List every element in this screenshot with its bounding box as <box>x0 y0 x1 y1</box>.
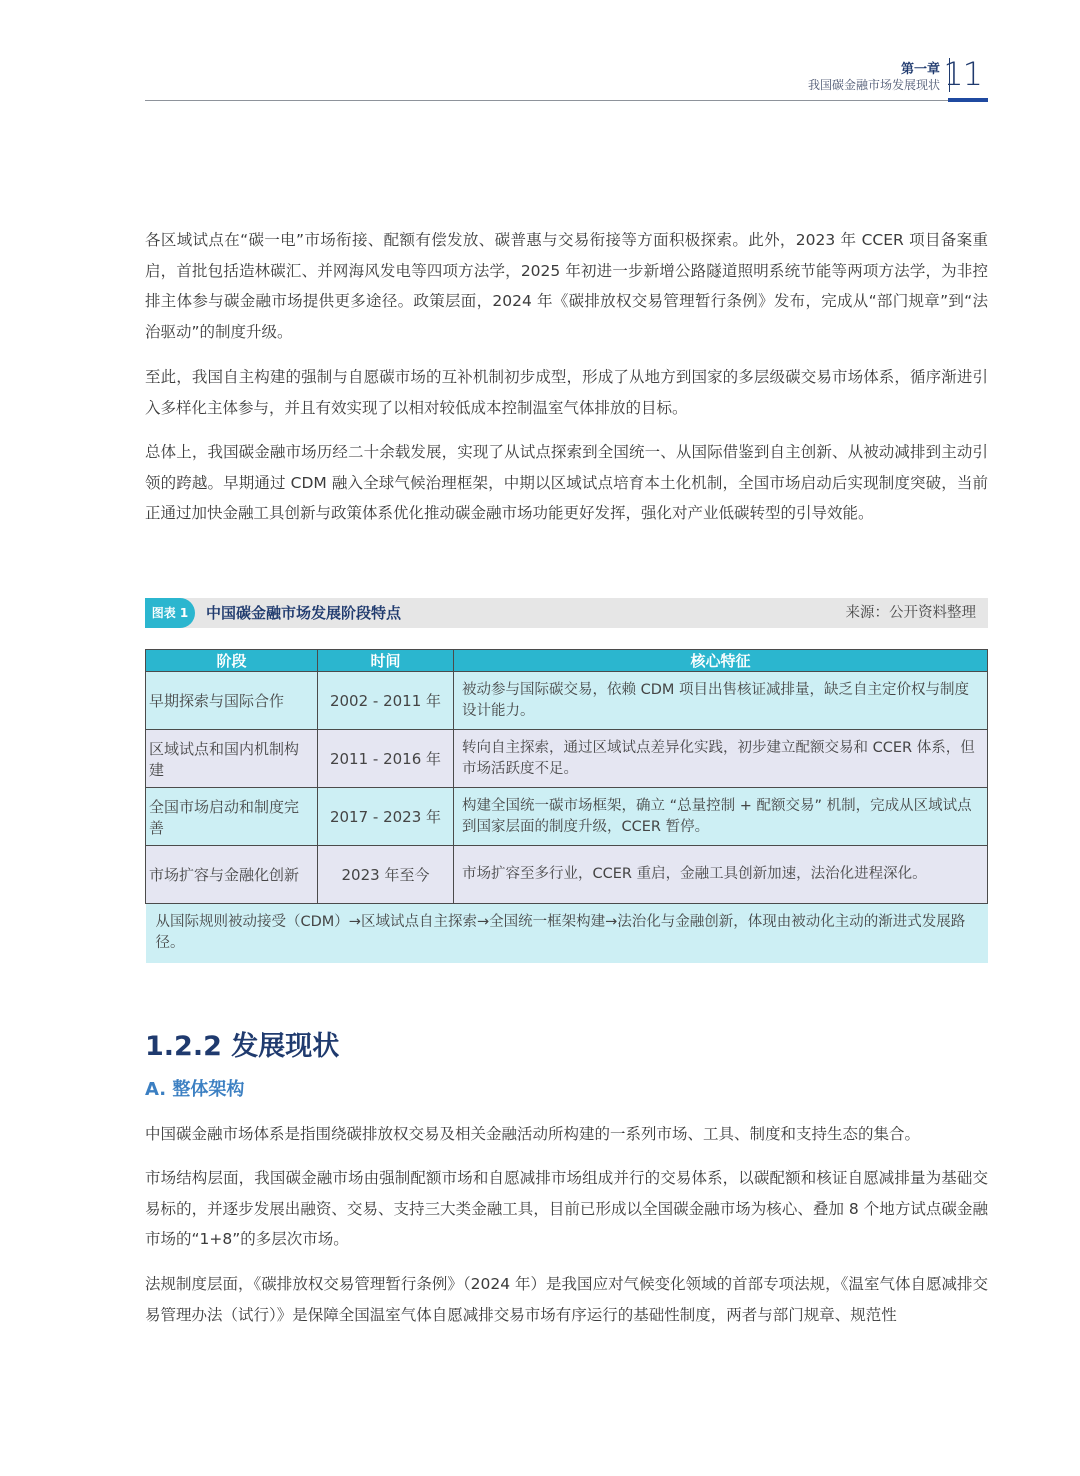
intro-paragraph-2: 至此，我国自主构建的强制与自愿碳市场的互补机制初步成型，形成了从地方到国家的多层级碳交易市场体系，循序渐进引入多样化主体参与，并且有效实现了以相对较低成本控制温室气体排放的目标。 <box>145 368 988 417</box>
feature-cell: 构建全国统一碳市场框架，确立 “总量控制 + 配额交易” 机制，完成从区域试点到国家层面的制度升级，CCER 暂停。 <box>454 788 988 846</box>
figure-source: 来源：公开资料整理 <box>845 605 976 621</box>
feature-cell: 被动参与国际碳交易，依赖 CDM 项目出售核证减排量，缺乏自主定价权与制度设计能力。 <box>454 672 988 730</box>
table-header-row <box>146 650 988 672</box>
table-row <box>146 672 988 730</box>
period-cell: 2002 - 2011 年 <box>318 672 454 730</box>
stages-table <box>145 649 988 963</box>
stage-cell: 早期探索与国际合作 <box>146 672 318 730</box>
figure-title-bar <box>145 598 988 628</box>
feature-cell: 市场扩容至多行业，CCER 重启，金融工具创新加速，法治化进程深化。 <box>454 846 988 904</box>
intro-paragraph-3: 总体上，我国碳金融市场历经二十余载发展，实现了从试点探索到全国统一、从国际借鉴到自主创新、从被动减排到主动引领的跨越。早期通过 CDM 融入全球气候治理框架，中期以区域试点培育本土化机制，全国市场启动后实现制度突破，当前正通过加快金融工具创新与政策体系优化推动碳金融市场功能更好发挥，强化对产业低碳转型的引导效能。 <box>145 443 988 522</box>
table-summary-row <box>146 904 988 964</box>
stage-cell: 区域试点和国内机制构建 <box>146 730 318 788</box>
table-row <box>146 846 988 904</box>
column-header-stage: 阶段 <box>146 650 318 672</box>
figure-title: 中国碳金融市场发展阶段特点 <box>206 604 402 622</box>
period-cell: 2023 年至今 <box>318 846 454 904</box>
stage-cell: 全国市场启动和制度完善 <box>146 788 318 846</box>
figure-badge: 图表 1 <box>145 598 195 628</box>
table-row <box>146 788 988 846</box>
header-accent-bar <box>948 98 988 102</box>
chapter-label: 第一章 <box>900 62 940 77</box>
body-paragraph-2: 市场结构层面，我国碳金融市场由强制配额市场和自愿减排市场组成并行的交易体系，以碳配额和核证自愿减排量为基础交易标的，并逐步发展出融资、交易、支持三大类金融工具，目前已形成以全国碳金融市场为核心、叠加 8 个地方试点碳金融市场的“1+8”的多层次市场。 <box>145 1169 988 1248</box>
subsection-title: A. 整体架构 <box>145 1079 245 1100</box>
table-row <box>146 730 988 788</box>
column-header-period: 时间 <box>318 650 454 672</box>
stage-cell: 市场扩容与金融化创新 <box>146 846 318 904</box>
column-header-feature: 核心特征 <box>454 650 988 672</box>
feature-cell: 转向自主探索，通过区域试点差异化实践，初步建立配额交易和 CCER 体系，但市场活跃度不足。 <box>454 730 988 788</box>
period-cell: 2017 - 2023 年 <box>318 788 454 846</box>
section-title: 1.2.2 发展现状 <box>145 1031 340 1062</box>
header-rule <box>145 100 988 101</box>
page-number: 11 <box>943 55 982 93</box>
page-header <box>145 54 988 102</box>
intro-paragraph-1: 各区域试点在“碳一电”市场衔接、配额有偿发放、碳普惠与交易衔接等方面积极探索。此外，2023 年 CCER 项目备案重启，首批包括造林碳汇、并网海风发电等四项方法学，2025 年初进一步新增公路隧道照明系统节能等两项方法学，为非控排主体参与碳金融市场提供更多途径。政策层面，2024 年《碳排放权交易管理暂行条例》发布，完成从“部门规章”到“法治驱动”的制度升级。 <box>145 231 988 341</box>
body-paragraph-3: 法规制度层面，《碳排放权交易管理暂行条例》（2024 年）是我国应对气候变化领域的首部专项法规，《温室气体自愿减排交易管理办法（试行）》是保障全国温室气体自愿减排交易市场有序运行的基础性制度，两者与部门规章、规范性 <box>145 1275 988 1324</box>
body-paragraph-1: 中国碳金融市场体系是指围绕碳排放权交易及相关金融活动所构建的一系列市场、工具、制度和支持生态的集合。 <box>145 1125 921 1143</box>
chapter-subtitle: 我国碳金融市场发展现状 <box>807 78 940 92</box>
table-summary: 从国际规则被动接受（CDM）→区域试点自主探索→全国统一框架构建→法治化与金融创新，体现由被动化主动的渐进式发展路径。 <box>146 904 988 964</box>
period-cell: 2011 - 2016 年 <box>318 730 454 788</box>
